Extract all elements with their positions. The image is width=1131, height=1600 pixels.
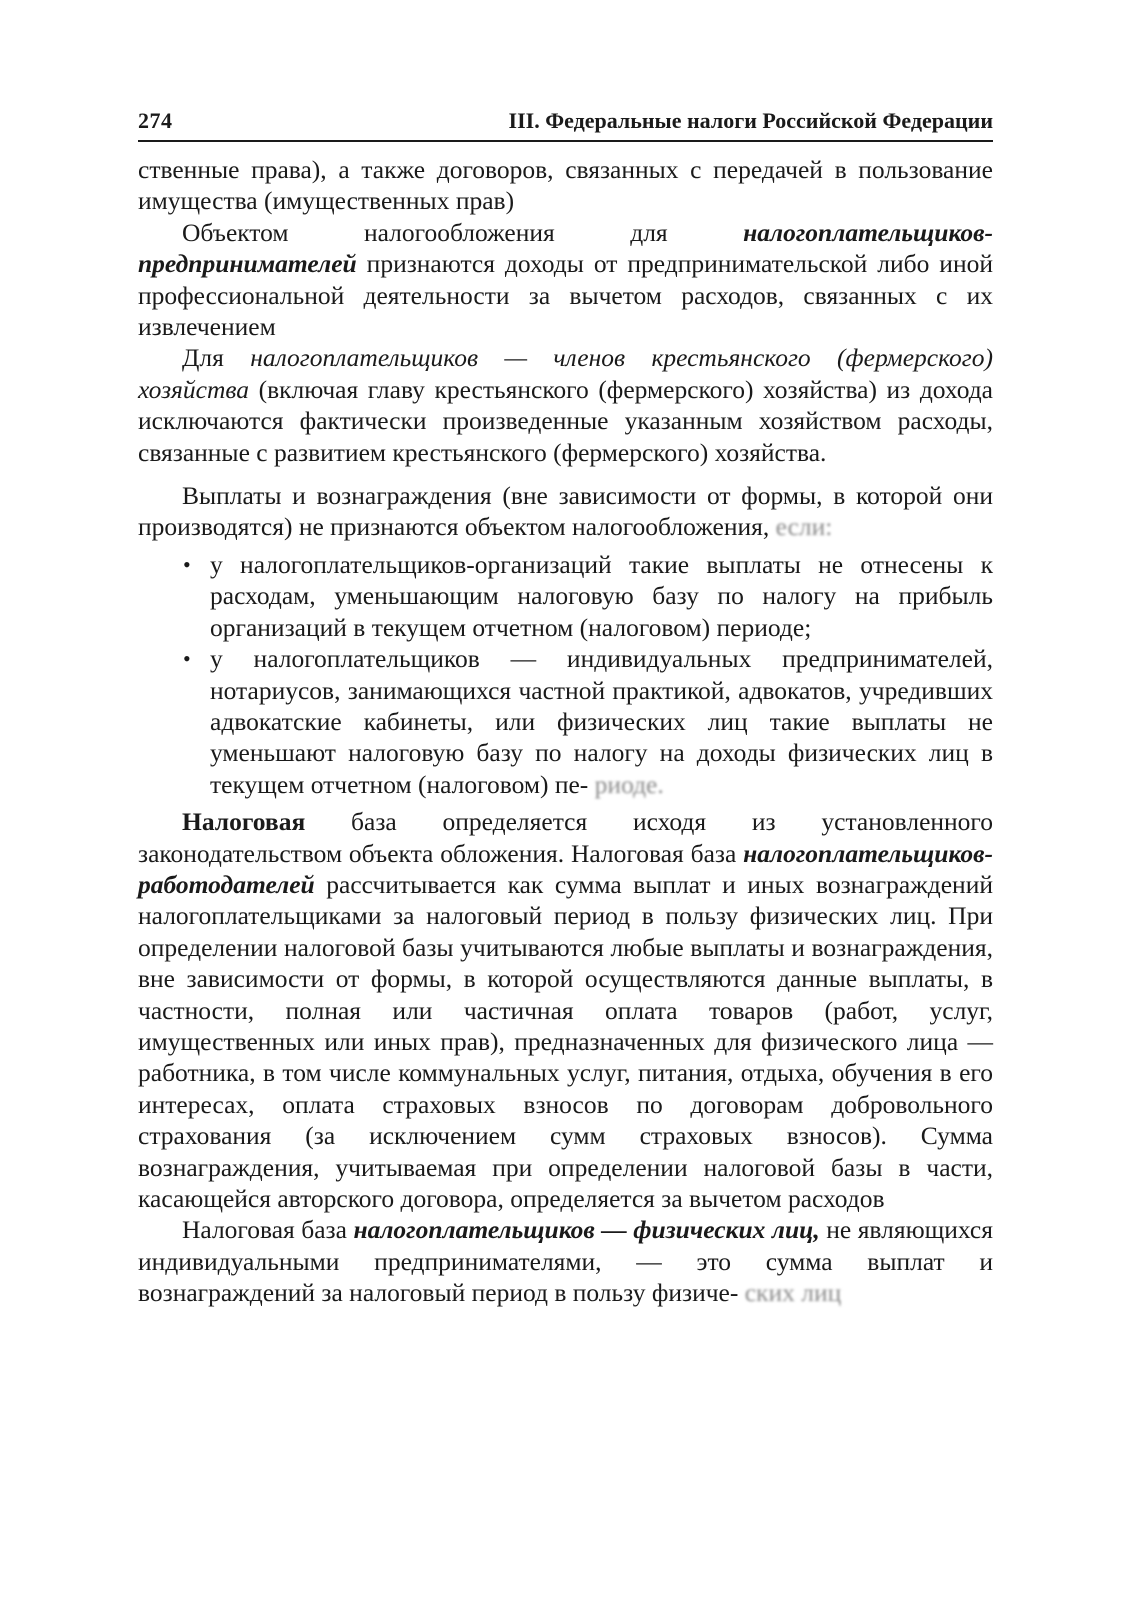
body-text (138, 154, 993, 1309)
lead-term: Налоговая (182, 807, 306, 837)
list-item (183, 643, 993, 800)
paragraph-text: Объектом налогообложения для (182, 217, 744, 247)
list-item-text: у налогоплательщиков — индивидуальных предпринимателей, нотариусов, занимающихся частной практикой, адвокатов, учредивших адвокатские кабинеты, или физических лиц такие выплаты не уменьшают налоговую базу по налогу на доходы физических лиц в текущем отчетном (налоговом) пе- (210, 644, 993, 799)
bullet-dot-icon: • (183, 551, 191, 577)
paragraph-payments-not-object (138, 480, 993, 543)
paragraph-text: база определяется исходя из установленного законодательством объекта обложения. Налоговая база (138, 807, 993, 868)
paragraph-text: Налоговая база (182, 1215, 354, 1245)
paragraph-text: Для (182, 343, 251, 373)
paragraph-continuation (138, 154, 993, 217)
page-number: 274 (138, 108, 173, 133)
paragraph-text: (включая главу крестьянского (фермерского) хозяйства) из дохода исключаются фактически произведенные указанным хозяйством расходы, связанные с развитием крестьянского (фермерского) хозяйства. (138, 374, 993, 467)
running-header (138, 108, 993, 142)
paragraph-text: не являющихся индивидуальными предпринимателями, — это сумма выплат и вознаграждений за налоговый период в пользу физиче- (138, 1215, 993, 1308)
paragraph-farm-households (138, 342, 993, 468)
faded-text: ских лиц (744, 1278, 842, 1308)
paragraph-text: рассчитывается как сумма выплат и иных вознаграждений налогоплательщиками за налоговый период в пользу физических лиц. При определении налоговой базы учитываются любые выплаты и вознаграждения, вне зависимости от формы, в которой осуществляются данные выплаты, в частности, полная или частичная оплата товаров (работ, услуг, имущественных или иных прав), предназначенных для физического лица — работника, в том числе коммунальных услуг, питания, отдыха, обучения в его интересах, оплата страховых взносов по договорам добровольного страхования (за исключением сумм страховых взносов). Сумма вознаграждения, учитываемая при определении налоговой базы в части, касающейся авторского договора, определяется за вычетом расходов (138, 869, 993, 1213)
paragraph-tax-base (138, 806, 993, 1214)
term-farm-members: налогоплательщиков — членов крестьянского (фермерского) хозяйства (138, 343, 993, 404)
term-employers: налогоплательщиков-работодателей (138, 838, 993, 899)
term-entrepreneurs: налогоплательщиков-предпринимателей (138, 217, 993, 279)
section-title: III. Федеральные налоги Российской Федерации (508, 108, 993, 133)
paragraph-object-entrepreneurs (138, 217, 993, 343)
list-item (183, 549, 993, 643)
faded-text: риоде. (594, 769, 664, 799)
paragraph-tax-base-individuals (138, 1214, 993, 1308)
faded-text: если: (775, 512, 833, 542)
paragraph-text: Выплаты и вознаграждения (вне зависимости от формы, в которой они производятся) не признаются объектом налогообложения, (138, 481, 993, 542)
paragraph-text: ственные права), а также договоров, связанных с передачей в пользование имущества (имущественных прав) (138, 155, 993, 216)
list-item-text: у налогоплательщиков-организаций такие выплаты не отнесены к расходам, уменьшающим налоговую базу по налогу на прибыль организаций в текущем отчетном (налоговом) периоде; (210, 549, 993, 642)
conditions-list (138, 549, 993, 800)
document-page (138, 108, 993, 1309)
term-individuals: налогоплательщиков — физических лиц, (353, 1215, 820, 1245)
paragraph-text: признаются доходы от предпринимательской либо иной профессиональной деятельности за вычетом расходов, связанных с их извлечением (138, 249, 993, 342)
bullet-dot-icon: • (183, 646, 191, 672)
